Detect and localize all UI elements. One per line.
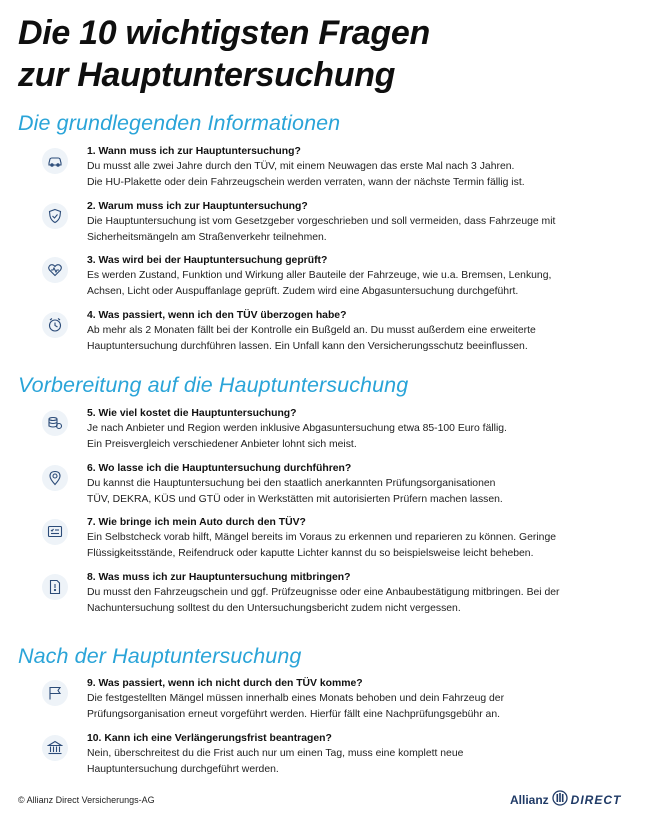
faq-answer-line: Je nach Anbieter und Region werden inklusive Abgasuntersuchung etwa 85-100 Euro fällig. bbox=[87, 423, 507, 434]
location-icon bbox=[42, 465, 68, 491]
shield-icon bbox=[42, 203, 68, 229]
faq-question: 10. Kann ich eine Verlängerungsfrist beantragen? bbox=[87, 733, 332, 744]
faq-answer-line: Ein Selbstcheck vorab hilft, Mängel bereits im Voraus zu erkennen und reparieren zu können. Geringe bbox=[87, 532, 556, 543]
clock-icon bbox=[42, 312, 68, 338]
faq-question: 8. Was muss ich zur Hauptuntersuchung mitbringen? bbox=[87, 572, 351, 583]
page-title-line-2: zur Hauptuntersuchung bbox=[18, 56, 396, 94]
faq-answer bbox=[87, 421, 607, 453]
section-title-after: Nach der Hauptuntersuchung bbox=[18, 644, 302, 668]
faq-question: 5. Wie viel kostet die Hauptuntersuchung? bbox=[87, 408, 297, 419]
allianz-eagle-icon bbox=[552, 790, 568, 811]
faq-answer bbox=[87, 268, 607, 300]
faq-question: 1. Wann muss ich zur Hauptuntersuchung? bbox=[87, 146, 301, 157]
document-icon bbox=[42, 574, 68, 600]
faq-question: 7. Wie bringe ich mein Auto durch den TÜV? bbox=[87, 517, 306, 528]
faq-answer-line: Sicherheitsmängeln am Straßenverkehr teilnehmen. bbox=[87, 232, 327, 243]
faq-answer-line: Flüssigkeitsstände, Reifendruck oder kaputte Lichter kannst du so beispielsweise leicht beheben. bbox=[87, 548, 534, 559]
logo-direct: DIRECT bbox=[570, 793, 622, 807]
bank-icon bbox=[42, 735, 68, 761]
faq-answer-line: Die festgestellten Mängel müssen innerhalb eines Monats behoben und dein Fahrzeug der bbox=[87, 693, 505, 704]
faq-answer-line: Du musst alle zwei Jahre durch den TÜV, mit einem Neuwagen das erste Mal nach 3 Jahren. bbox=[87, 161, 515, 172]
faq-answer-line: Ab mehr als 2 Monaten fällt bei der Kontrolle ein Bußgeld an. Du musst außerdem eine erweiterte bbox=[87, 325, 536, 336]
faq-answer-line: Achsen, Licht oder Auspuffanlage geprüft. Zudem wird eine Abgasuntersuchung durchgeführt. bbox=[87, 286, 519, 297]
copyright-text: © Allianz Direct Versicherungs-AG bbox=[18, 795, 155, 805]
faq-answer-line: Es werden Zustand, Funktion und Wirkung aller Bauteile der Fahrzeuge, wie u.a. Bremsen, Lenkung, bbox=[87, 270, 552, 281]
faq-question: 2. Warum muss ich zur Hauptuntersuchung? bbox=[87, 201, 308, 212]
faq-answer bbox=[87, 214, 607, 246]
logo-wordmark: Allianz bbox=[510, 793, 549, 807]
faq-answer-line: Nachuntersuchung solltest du den Untersuchungsbericht zudem nicht vergessen. bbox=[87, 603, 461, 614]
page-title-line-1: Die 10 wichtigsten Fragen bbox=[18, 14, 430, 52]
faq-answer bbox=[87, 159, 607, 191]
car-icon bbox=[42, 148, 68, 174]
faq-question: 9. Was passiert, wenn ich nicht durch den TÜV komme? bbox=[87, 678, 363, 689]
faq-answer-line: Hauptuntersuchung durchgeführt werden. bbox=[87, 764, 279, 775]
faq-answer-line: Die Hauptuntersuchung ist vom Gesetzgeber vorgeschrieben und soll vermeiden, dass Fahrzeuge mit bbox=[87, 216, 556, 227]
faq-answer bbox=[87, 691, 607, 723]
faq-answer-line: Nein, überschreitest du die Frist auch nur um einen Tag, muss eine komplett neue bbox=[87, 748, 464, 759]
section-title-basics: Die grundlegenden Informationen bbox=[18, 111, 341, 135]
page-title bbox=[18, 12, 638, 96]
faq-answer bbox=[87, 530, 607, 562]
faq-answer bbox=[87, 476, 607, 508]
faq-question: 4. Was passiert, wenn ich den TÜV überzogen habe? bbox=[87, 310, 347, 321]
allianz-direct-logo bbox=[510, 791, 621, 809]
coins-icon bbox=[42, 410, 68, 436]
faq-question: 3. Was wird bei der Hauptuntersuchung geprüft? bbox=[87, 255, 328, 266]
checklist-icon bbox=[42, 519, 68, 545]
faq-answer-line: Prüfungsorganisation erneut vorgeführt werden. Hierfür fällt eine Nachprüfungsgebühr an. bbox=[87, 709, 500, 720]
faq-question: 6. Wo lasse ich die Hauptuntersuchung durchführen? bbox=[87, 463, 352, 474]
faq-answer-line: Ein Preisvergleich verschiedener Anbieter lohnt sich meist. bbox=[87, 439, 357, 450]
faq-answer-line: Die HU-Plakette oder dein Fahrzeugschein werden verraten, wann der nächste Termin fällig ist. bbox=[87, 177, 525, 188]
heart-icon bbox=[42, 257, 68, 283]
flag-icon bbox=[42, 680, 68, 706]
faq-answer-line: Du kannst die Hauptuntersuchung bei den staatlich anerkannten Prüfungsorganisationen bbox=[87, 478, 496, 489]
section-title-preparation: Vorbereitung auf die Hauptuntersuchung bbox=[18, 373, 409, 397]
faq-answer-line: Du musst den Fahrzeugschein und ggf. Prüfzeugnisse oder eine Anbaubestätigung mitbringen. Bei der bbox=[87, 587, 560, 598]
faq-answer-line: Hauptuntersuchung durchführen lassen. Ein Unfall kann den Versicherungsschutz beeinflussen. bbox=[87, 341, 528, 352]
faq-answer bbox=[87, 323, 607, 355]
faq-answer-line: TÜV, DEKRA, KÜS und GTÜ oder in Werkstätten mit autorisierten Prüfern machen lassen. bbox=[87, 494, 503, 505]
faq-answer bbox=[87, 585, 607, 617]
faq-answer bbox=[87, 746, 607, 778]
